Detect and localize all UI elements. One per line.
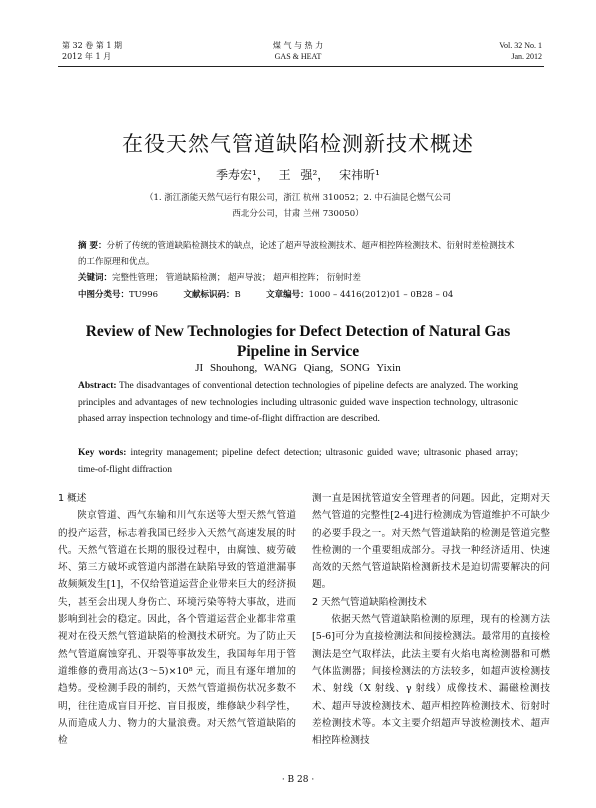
abstract-cn: 摘 要：分析了传统的管道缺陷检测技术的缺点，论述了超声导波检测技术、超声相控阵检测技术、衍射时差检测技术的工作原理和优点。 (78, 241, 515, 267)
paper-title-cn: 在役天然气管道缺陷检测新技术概述 (122, 132, 474, 156)
affiliation: （1. 浙江浙能天然气运行有限公司，浙江 杭州 310052；2. 中石油昆仑燃气公司 西北分公司，甘肃 兰州 730050） (145, 193, 451, 219)
keywords-en: Key words: integrity management; pipeline defect detection; ultrasonic guided wave; ultrasonic phased array; time-of-flight diffraction (78, 448, 519, 475)
section-heading-2: 2 天然气管道缺陷检测技术 (312, 596, 427, 608)
journal-issue: Vol. 32 No. 1 Jan. 2012 (499, 41, 542, 61)
body-paragraph: 测一直是困扰管道安全管理者的问题。因此，定期对天然气管道的完整性[2-4]进行检测成为管道维护不可缺少的必要手段之一。对天然气管道缺陷的检测是管道完整性检测的一个重要组成部分。寻找一种经济适用、快速高效的天然气管道缺陷检测新技术是迫切需要解决的问题。 (312, 493, 550, 591)
body-column-left (58, 490, 296, 749)
authors-cn: 季寿宏¹， 王 强²， 宋祎昕¹ (216, 168, 380, 182)
abstract-en: Abstract: The disadvantages of conventional detection technologies of pipeline defects are analyzed. The working principles and advantages of new technologies including ultrasonic guided wave inspection technology, ultrasonic phased array inspection technology and time-of-flight diffraction are described. (78, 381, 518, 424)
body-paragraph: 依据天然气管道缺陷检测的原理，现有的检测方法[5-6]可分为直接检测法和间接检测法。最常用的直接检测法是空气取样法，此法主要有火焰电离检测器和可燃气体监测器；间接检测法的方法较多，如超声波检测技术、射线（X 射线、γ 射线）成像技术、漏磁检测技术、超声导波检测技术、超声相控阵检测技术、衍射时差检测技术等。本文主要介绍超声导波检测技术、超声相控阵检测技 (312, 614, 550, 747)
paper-title-en: Review of New Technologies for Defect Detection of Natural Gas Pipeline in Service (85, 323, 511, 360)
header-rule (58, 66, 544, 67)
journal-volume: 第 32 卷 第 1 期 2012 年 1 月 (62, 41, 122, 61)
authors-en: JI Shouhong, WANG Qiang, SONG Yixin (195, 362, 401, 374)
body-column-right (312, 490, 550, 749)
journal-name: 煤 气 与 热 力 GAS & HEAT (272, 41, 324, 61)
classification-line: 中图分类号：TU996 文献标识码：B 文章编号：1000 – 4416(2012)01 – 0B28 – 04 (78, 290, 454, 300)
keywords-cn: 关键词：完整性管理； 管道缺陷检测； 超声导波； 超声相控阵； 衍射时差 (78, 273, 361, 283)
page-number: · B 28 · (281, 775, 315, 785)
body-paragraph: 陕京管道、西气东输和川气东送等大型天然气管道的投产运营，标志着我国已经步入天然气高速发展的时代。天然气管道在长期的服役过程中，由腐蚀、疲劳破坏、第三方破坏或管道内部潜在缺陷导致的管道泄漏事故频频发生[1]，不仅给管道运营企业带来巨大的经济损失，甚至会出现人身伤亡、环境污染等特大事故，进而影响到社会的稳定。因此，各个管道运营企业都非常重视对在役天然气管道缺陷的检测技术研究。为了防止天然气管道腐蚀穿孔、开裂等事故发生，我国每年用于管道维修的费用高达(3～5)×10⁸ 元，而且有逐年增加的趋势。受检测手段的制约，天然气管道损伤状况多数不明，往往造成盲目开挖、盲目报废，维修缺少科学性，从而造成人力、物力的大量浪费。对天然气管道缺陷的检 (58, 510, 296, 747)
section-heading-1: 1 概述 (58, 493, 87, 504)
